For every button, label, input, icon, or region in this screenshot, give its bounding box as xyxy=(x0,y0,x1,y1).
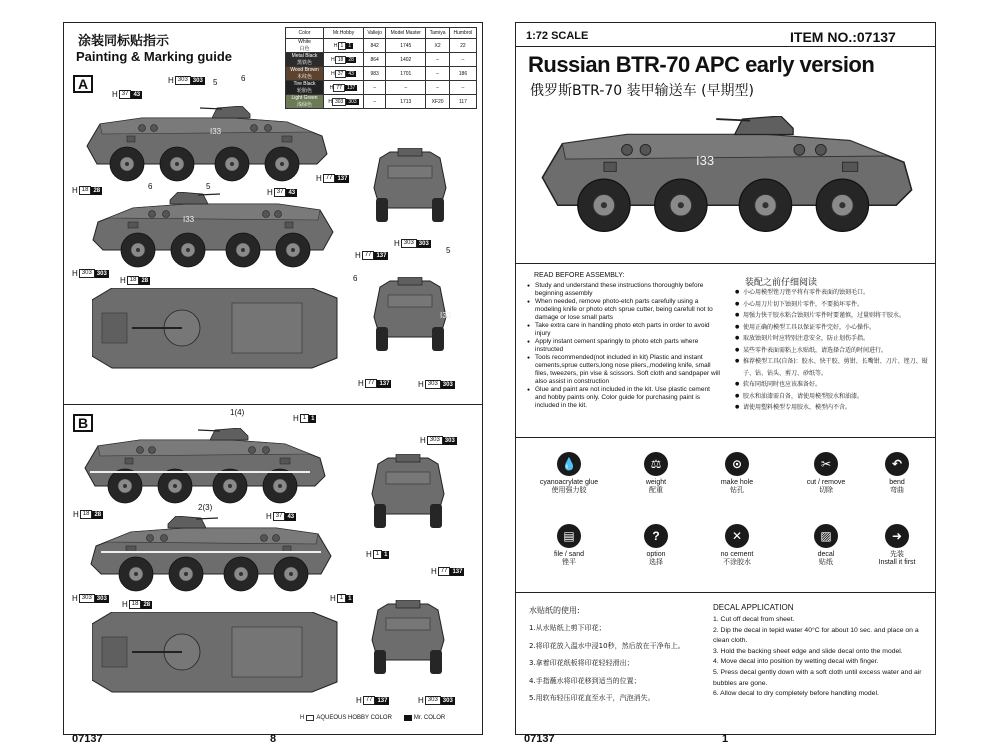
drill-icon: ⊙ xyxy=(725,452,749,476)
paint-legend: H AQUEOUS HOBBY COLOR Mr. COLOR xyxy=(300,715,446,721)
label-6: 6 xyxy=(148,182,153,191)
read-list xyxy=(527,282,722,410)
section-b-label: B xyxy=(73,414,93,432)
section-rule xyxy=(515,263,936,264)
table-row: Light Green 浅绿色 H 303 303 – 1713 XF20 117 xyxy=(286,95,477,109)
file-sand-icon: ▤ xyxy=(557,524,581,548)
cn-read-heading: 装配之前仔细阅读 xyxy=(745,278,818,288)
color-table xyxy=(285,27,477,109)
color-name-cn: 木纹色 xyxy=(297,74,313,80)
cn-decal-heading: 水贴纸的使用: xyxy=(529,606,580,615)
list-item: ● 请使用塑料模型专用胶水，模型内不含。 xyxy=(735,402,931,414)
left-title-cn: 涂装同标贴指示 xyxy=(78,34,170,49)
list-item: ● 软布同纸同时也应该准备好。 xyxy=(735,379,931,391)
left-title-en: Painting & Marking guide xyxy=(76,49,233,64)
bend-icon: ↶ xyxy=(885,452,909,476)
item-number: ITEM NO.:07137 xyxy=(790,29,896,45)
icon-cell xyxy=(852,452,942,495)
tamiya-value: – xyxy=(426,67,450,81)
vehicle-a-top xyxy=(92,288,342,370)
col-mm: Model Master xyxy=(386,28,426,39)
vallejo-value: 842 xyxy=(364,39,386,53)
list-item: ● Study and understand these instructions thoroughly before beginning assembly xyxy=(527,282,722,298)
callout-h1-1: H 1 1 xyxy=(330,594,352,603)
vehicle-a-side-right xyxy=(82,106,332,184)
tank-number: I33 xyxy=(440,311,452,320)
vallejo-value: – xyxy=(364,81,386,95)
label-5: 5 xyxy=(446,246,451,255)
callout-h77-137: H 77 137 xyxy=(316,174,348,183)
callout-h1-1: H 1 1 xyxy=(293,414,315,423)
color-name: Tire Black xyxy=(293,81,316,87)
vehicle-b-side-right xyxy=(80,428,330,506)
callout-h303: H 303 303 xyxy=(418,696,453,705)
tank-number: I33 xyxy=(183,215,195,224)
label-1-4: 1(4) xyxy=(230,408,245,417)
list-item: 5.用软布轻压印花直至水干，汽泡消失。 xyxy=(529,694,655,702)
callout-h303: H 303 303 xyxy=(168,76,203,85)
humbrol-value: – xyxy=(449,81,476,95)
icon-label: no cement xyxy=(720,551,754,558)
icon-cell xyxy=(524,524,614,567)
icon-label: option xyxy=(646,551,666,558)
humbrol-value: 22 xyxy=(449,39,476,53)
icon-cell xyxy=(611,524,701,567)
label-5: 5 xyxy=(213,78,218,87)
code-box: 77 xyxy=(333,84,345,92)
mm-value: 1701 xyxy=(386,67,426,81)
icon-cell xyxy=(692,452,782,495)
table-row: Wood Brown 木纹色 H 37 43 983 1701 – 186 xyxy=(286,67,477,81)
list-item: 3. Hold the backing sheet edge and slide decal onto the model. xyxy=(713,647,903,655)
humbrol-value: 117 xyxy=(449,95,476,109)
icon-label-cn: 弯曲 xyxy=(890,487,904,494)
cut-icon: ✂ xyxy=(814,452,838,476)
callout-h303: H 303 303 xyxy=(418,380,453,389)
col-tamiya: Tamiya xyxy=(426,28,450,39)
tamiya-value: X2 xyxy=(426,39,450,53)
callout-h37-43: H 37 43 xyxy=(267,188,296,197)
hero-vehicle xyxy=(534,116,920,236)
mm-value: 1713 xyxy=(386,95,426,109)
code-box: 37 xyxy=(335,70,347,78)
list-item: ● Take extra care in handling photo etch parts in order to avoid injury xyxy=(527,322,722,338)
color-name: Wood Brown xyxy=(290,67,319,73)
scale-label: 1:72 SCALE xyxy=(526,30,589,42)
cn-read-list xyxy=(735,287,931,414)
icon-label: Install it first xyxy=(878,559,916,566)
label-6: 6 xyxy=(353,274,358,283)
label-2-3: 2(3) xyxy=(198,503,213,512)
icon-label-cn: 选择 xyxy=(649,559,663,566)
callout-h77-137: H 77 137 xyxy=(355,251,387,260)
icon-cell xyxy=(611,452,701,495)
callout-h77-137: H 77 137 xyxy=(358,379,390,388)
code-dark: 303 xyxy=(348,98,357,105)
callout-h18-28: H 18 28 xyxy=(73,510,102,519)
list-item: ● Apply instant cement sparingly to photo etch parts where instructed xyxy=(527,338,722,354)
section-divider xyxy=(63,404,483,405)
list-item: ● 某些零件表面需粘上水贴纸，请选择合适的时间进行。 xyxy=(735,345,931,357)
no-cement-icon: ✕ xyxy=(725,524,749,548)
left-footer-page: 8 xyxy=(270,733,277,745)
icon-label: file / sand xyxy=(554,551,584,558)
icon-label-cn: 贴纸 xyxy=(819,559,833,566)
icon-label-cn: 锉平 xyxy=(562,559,576,566)
icon-label: cyanoacrylate glue xyxy=(539,479,599,486)
code-dark: 137 xyxy=(346,84,356,91)
option-icon: ? xyxy=(644,524,668,548)
code-dark: 43 xyxy=(348,70,354,77)
humbrol-value: 186 xyxy=(449,67,476,81)
legend-aqueous: AQUEOUS HOBBY COLOR xyxy=(316,715,392,721)
decal-icon: ▨ xyxy=(814,524,838,548)
list-item: ● Glue and paint are not included in the kit. Use plastic cement and hobby paints only. Color guide for purchasing paint is included in the kit. xyxy=(527,386,722,410)
cn-decal-list xyxy=(529,620,709,708)
section-a-label: A xyxy=(73,75,93,93)
icon-label: weight xyxy=(645,479,667,486)
code-box: 303 xyxy=(332,98,346,106)
label-5: 5 xyxy=(206,182,211,191)
list-item: ● 胶水和油漆需自备，请使用模型胶水和油漆。 xyxy=(735,391,931,403)
list-item: 1. Cut off decal from sheet. xyxy=(713,616,795,623)
list-item: ● 小心用刀片切下蚀刻片零件，不要损坏零件。 xyxy=(735,299,931,311)
weight-icon: ⚖ xyxy=(644,452,668,476)
vehicle-a-rear xyxy=(370,148,450,224)
hero-tank-number: I33 xyxy=(696,153,715,168)
list-item: 4.手指蘸水将印花移到适当的位置； xyxy=(529,676,641,685)
vehicle-b-rear xyxy=(368,454,448,530)
icon-label-cn: 钻孔 xyxy=(730,487,744,494)
color-name-cn: 浅绿色 xyxy=(297,102,313,108)
list-item: ● 小心用模型锉刀锉平将有零件表面的蚀刻毛口。 xyxy=(735,287,931,299)
icon-label-cn: 先装 xyxy=(890,551,904,558)
icon-cell xyxy=(524,452,614,495)
callout-h37-43: H 37 43 xyxy=(266,512,295,521)
col-color: Color xyxy=(286,28,324,39)
col-mrhobby: Mr.Hobby xyxy=(324,28,364,39)
vehicle-a-front xyxy=(370,277,450,353)
product-title-cn: 俄罗斯BTR-70 装甲输送车 (早期型) xyxy=(530,83,755,99)
decal-list xyxy=(713,615,928,700)
list-item: 1.从水贴纸上剪下印花； xyxy=(529,624,606,632)
icon-label-cn: 配重 xyxy=(649,487,663,494)
vallejo-value: – xyxy=(364,95,386,109)
list-item: ● When needed, remove photo-etch parts carefully using a modeling knife or photo etch sprue cutter, being carefull not to damage or lose small parts xyxy=(527,298,722,322)
vallejo-value: 983 xyxy=(364,67,386,81)
callout-h18-28: H 18 28 xyxy=(122,600,151,609)
section-rule xyxy=(515,592,936,593)
product-title: Russian BTR-70 APC early version xyxy=(528,52,875,77)
vehicle-b-top xyxy=(92,612,342,694)
list-item: 6. Allow decal to dry completely before handling model. xyxy=(713,690,879,698)
tank-number: I33 xyxy=(210,127,222,136)
callout-h77-137: H 77 137 xyxy=(431,567,463,576)
icon-cell xyxy=(852,524,942,567)
table-row: White 白色 H 1 1 842 1745 X2 22 xyxy=(286,39,477,53)
list-item: ● 取放蚀刻片时应特别注意安全，防止划伤手指。 xyxy=(735,333,931,345)
icon-label-cn: 使用强力胶 xyxy=(551,487,587,494)
list-item: 2.将印花放入温水中浸10秒，然后放在干净布上。 xyxy=(529,641,685,650)
mm-value: – xyxy=(386,81,426,95)
callout-h303: H 303 303 xyxy=(72,269,107,278)
glue-icon: 💧 xyxy=(557,452,581,476)
callout-h37-43: H 37 43 xyxy=(112,90,141,99)
tamiya-value: – xyxy=(426,81,450,95)
list-item: ● 用强力快干胶水粘合蚀刻片零件时要谨慎，过量则将干胶水。 xyxy=(735,310,931,322)
vallejo-value: 864 xyxy=(364,53,386,67)
list-item: 3.拿着印花纸板将印花轻轻滑出； xyxy=(529,659,634,667)
table-row: Tire Black 轮胎色 H 77 137 – – – – xyxy=(286,81,477,95)
code-box: 1 xyxy=(338,42,347,50)
list-item: 4. Move decal into position by wetting decal with finger. xyxy=(713,658,879,666)
callout-h303: H 303 303 xyxy=(420,436,455,445)
icon-label: cut / remove xyxy=(806,479,846,486)
mm-value: 1402 xyxy=(386,53,426,67)
code-box: 18 xyxy=(335,56,347,64)
callout-h77-137: H 77 137 xyxy=(356,696,388,705)
right-footer-code: 07137 xyxy=(524,733,555,745)
list-item: 5. Press decal gently down with a soft cloth until excess water and air bubbles are gone. xyxy=(713,668,922,687)
code-dark: 28 xyxy=(348,56,354,63)
icon-label: make hole xyxy=(720,479,754,486)
icon-cell xyxy=(692,524,782,567)
color-name-cn: 白色 xyxy=(299,46,310,52)
code-dark: 1 xyxy=(348,42,352,49)
install-first-icon: ➜ xyxy=(885,524,909,548)
icon-label: decal xyxy=(817,551,835,558)
humbrol-value: – xyxy=(449,53,476,67)
list-item: ● Tools recommended(not included in kit) Plastic and instant cements,sprue cutters,long nose pliers,,modeling knife, small files, tweezers, pin vise & scissors. Soft cloth and sandpaper will also assist in construction xyxy=(527,354,722,386)
decal-heading: DECAL APPLICATION xyxy=(713,603,794,612)
mm-value: 1745 xyxy=(386,39,426,53)
table-row: Metal Black 黑铁色 H 18 28 864 1402 – – xyxy=(286,53,477,67)
color-name-cn: 轮胎色 xyxy=(297,88,313,94)
legend-mr: Mr. COLOR xyxy=(413,715,446,721)
tamiya-value: XF20 xyxy=(426,95,450,109)
left-footer-code: 07137 xyxy=(72,733,103,745)
section-rule xyxy=(515,437,936,438)
header-rule xyxy=(515,46,936,47)
color-name: Metal Black xyxy=(291,53,318,59)
list-item: 2. Dip the decal in tepid water 40°C for about 10 sec. and place on a clean cloth. xyxy=(713,626,919,645)
list-item: ● 使用正确的模型工具以保证零件完好，小心操作。 xyxy=(735,322,931,334)
read-heading: READ BEFORE ASSEMBLY: xyxy=(534,272,625,279)
vehicle-b-front xyxy=(368,600,448,676)
vehicle-a-side-left xyxy=(88,192,338,270)
label-6: 6 xyxy=(241,74,246,83)
callout-h18-28: H 18 28 xyxy=(72,186,101,195)
callout-h18-28: H 18 28 xyxy=(120,276,149,285)
icon-label: bend xyxy=(889,479,905,486)
callout-h303: H 303 303 xyxy=(394,239,429,248)
callout-h1-1: H 1 1 xyxy=(366,550,388,559)
list-item: ● 推荐模型工具(自备)：胶水、快干胶、剪钳、长嘴钳、刀片、锉刀、镊子、钻、钻头、剪刀、砂纸等。 xyxy=(735,356,931,379)
color-name: White xyxy=(298,39,311,45)
vehicle-b-side-left xyxy=(86,516,336,594)
right-footer-page: 1 xyxy=(722,733,729,745)
col-vallejo: Vallejo xyxy=(364,28,386,39)
color-name-cn: 黑铁色 xyxy=(297,60,313,66)
col-humbrol: Humbrol xyxy=(449,28,476,39)
color-name: Light Green xyxy=(291,95,318,101)
icon-label-cn: 切除 xyxy=(819,487,833,494)
callout-h303: H 303 303 xyxy=(72,594,107,603)
icon-label-cn: 不涂胶水 xyxy=(723,559,751,566)
tamiya-value: – xyxy=(426,53,450,67)
